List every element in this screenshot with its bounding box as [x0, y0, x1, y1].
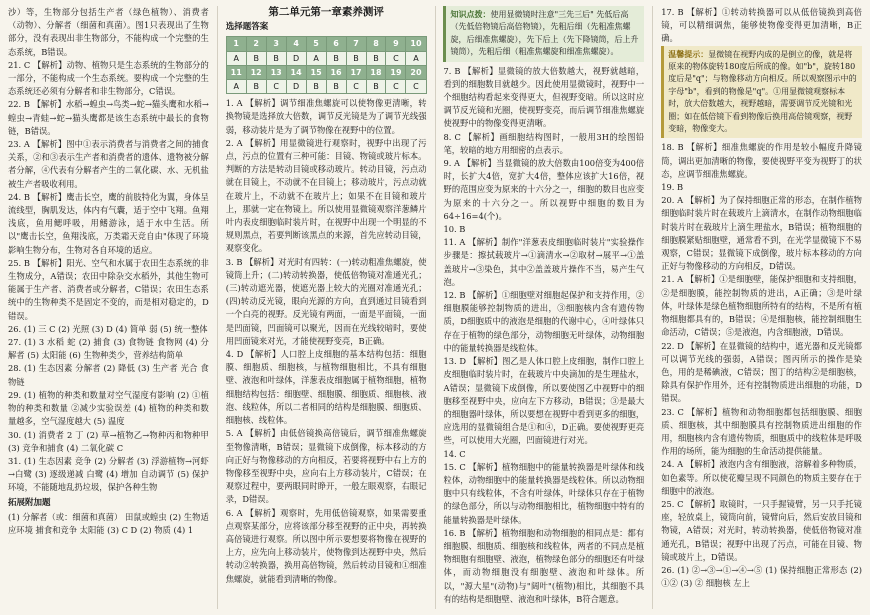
answer-paragraph: 10. B: [443, 224, 466, 235]
answer-letter: A: [406, 51, 426, 65]
question-number: 20: [406, 65, 426, 79]
answer-paragraph: 27. (1) 3 水稻 蛇 (2) 捕食 (3) 食物链 食物网 (4) 分解者 (5) 太阳能 (6) 生物种类少，营养结构简单: [8, 337, 209, 361]
answer-paragraph: 13. D 【解析】图乙是人体口腔上皮细胞，制作口腔上皮细胞临时装片时，在载玻片中央滴加的是生理盐水，A错误；显微镜下成倒像，所以要使图乙中视野中的细胞移至视野中央，应向左下方移动，B错误；③是最大的细胞器叶绿体，所以要想在视野中看到更多的细胞，应选用的显微镜组合是①和④，D正确。要使视野更亮些，可以使用大光圈，凹面镜进行对光。: [443, 356, 645, 446]
answer-letter: B: [326, 51, 346, 65]
answer-letter: A: [226, 80, 246, 94]
answer-paragraph: 26. (1) 三 C (2) 光照 (3) D (4) 简单 弱 (5) 统一整体: [8, 323, 208, 334]
question-number: 14: [286, 65, 306, 79]
answer-paragraph: 29. (1) 植物的种类和数量对空气湿度有影响 (2) ①植物的种类和数量 ②减少实验误差 (4) 植物的种类和数量越多，空气湿度越大 (5) 温度: [8, 389, 209, 427]
answer-paragraph: 8. C 【解析】画细胞结构图时，一般用3H的绘图铅笔，较暗的地方用细密的点表示。: [443, 131, 645, 155]
answer-paragraph: 22. D 【解析】在显微镜的结构中，遮光器和反光镜都可以调节光线的强弱，A错误；图丙所示的操作是染色，用的是稀碘液，C错误；图丁的结构②是细胞核，除具有保护作用外，还有控制物质进出细胞的功能，D错误。: [661, 340, 862, 404]
answer-paragraph: 17. B 【解析】①转动转换器可以从低倍镜换到高倍镜，可以精细调焦，能够使物像变得更加清晰，B正确。: [661, 7, 862, 44]
answer-paragraph: 14. C: [443, 448, 466, 459]
answer-paragraph: 15. C 【解析】植物细胞中的能量转换器是叶绿体和线粒体，动物细胞中的能量转换器是线粒体。所以动物细胞中只有线粒体，不含有叶绿体，叶绿体只存在于植物的绿色部分，所以与动物细胞相比，植物细胞中特有的能量转换器是叶绿体。: [443, 461, 645, 525]
answer-paragraph: 24. A 【解析】液泡内含有细胞液，溶解着多种物质，如色素等。所以使花瓣呈现不同颜色的物质主要存在于细胞中的液泡。: [661, 459, 862, 496]
answer-letter: C: [386, 80, 406, 94]
answer-letter: C: [266, 80, 286, 94]
answer-paragraph: 沙）等，生物部分包括生产者（绿色植物）、消费者（动物）、分解者（细菌和真菌）。图1只表现出了生物部分，没有表现出非生物部分，不能构成一个完整的生态系统，B错误。: [8, 7, 209, 57]
answer-paragraph: 7. B 【解析】显微镜的放大倍数越大，视野就越暗，看到的细胞数目就越少。因此使用显微镜时，视野中一个细胞结构看起来变得更大，但视野变暗。所以这时应调节反光镜和光圈，使视野变亮，而后调节细准焦螺旋使视野中的物像变得更清晰。: [443, 65, 645, 129]
column-divider: [435, 6, 436, 609]
answer-paragraph: 25. C 【解析】取镜时，一只手握镜臂，另一只手托镜座，轻放桌上，镜筒向前，镜臂向后，然后安放目镜和物镜，A错误；对光时，转动转换器，使低倍物镜对准通光孔，B错误；视野中出现了污点，可能在目镜、物镜或玻片上，D错误。: [661, 498, 862, 562]
answer-paragraph: 20. A 【解析】为了保持细胞正常的形态，在制作植物细胞临时装片时在载玻片上滴清水，在制作动物细胞临时装片时在载玻片上滴生理盐水，B错误；植物细胞的细胞膜紧贴细胞壁，通常看不到，在光学显微镜下不易观察，C错误；显微镜下成倒像，玻片标本移动的方向正好与物像移动的方向相反，D错误。: [661, 195, 862, 272]
question-number: 10: [406, 37, 426, 51]
extension-paragraph: (1) 分解者（或：细菌和真菌） 田鼠或蝗虫 (2) 生物适应环境 捕食和竞争 太阳能 (3) C D (2) 物质 (4) 1: [8, 511, 209, 535]
answer-paragraph: 25. B 【解析】阳光、空气和水属于农田生态系统的非生物成分，A错误；农田中除杂交水稻外，其他生物可能属于生产者、消费者或分解者，C错误；农田生态系统中的生物种类不是固定不变的，而是相对稳定的，D错误。: [8, 257, 209, 321]
answer-paragraph: 4. D 【解析】人口腔上皮细胞的基本结构包括：细胞膜、细胞质、细胞核，与植物细胞相比，不具有细胞壁、液泡和叶绿体，洋葱表皮细胞属于植物细胞，植物细胞结构包括：细胞壁、细胞膜、细胞质、细胞核、液泡、线粒体，所以二者相同的结构是细胞膜、细胞质、细胞核、线粒体。: [225, 349, 427, 426]
question-number: 5: [306, 37, 326, 51]
answer-paragraph: 5. A 【解析】由低倍镜换高倍镜后，调节细准焦螺旋至物像清晰，B错误；显微镜下成倒像，标本移动的方向正好与物像移动的方向相反，若要将视野中右上方的物像移至视野中央，应向右上方移动装片，C错误；在观察过程中，要两眼同时睁开，一般左眼观察，右眼记录，D错误。: [225, 428, 427, 505]
answer-paragraph: 30. (1) 消费者 2 丁 (2) 草→植物乙→物种丙和物种甲 (3) 竞争和捕食 (4) 二氧化碳 C: [8, 429, 209, 453]
answer-letter: C: [346, 80, 366, 94]
answer-letter: B: [266, 51, 286, 65]
question-number: 11: [226, 65, 246, 79]
answer-paragraph: 9. A 【解析】当显微镜的放大倍数由100倍变为400倍时，长扩大4倍，宽扩大4倍，整体应该扩大16倍，视野的范围应变为原来的十六分之一，细胞的数目也应变为原来的十六分之一。所以视野中细胞的数目为 64÷16=4(个)。: [443, 158, 645, 221]
answer-letter: B: [366, 80, 386, 94]
question-number: 16: [326, 65, 346, 79]
tip-label: 知识点拨：: [450, 10, 491, 19]
answer-paragraph: 12. B 【解析】①细胞壁对细胞起保护和支持作用，②细胞膜能够控制物质的进出，③细胞核内含有遗传物质，D细胞质中的液泡是细胞的代谢中心，④叶绿体只存在于植物的绿色部分，动物细胞无叶绿体，动物细胞中的能量转换器是线粒体。: [443, 290, 645, 353]
answer-letter: B: [246, 51, 266, 65]
question-number: 13: [266, 65, 286, 79]
question-number: 18: [366, 65, 386, 79]
answer-letter: B: [306, 80, 326, 94]
answer-paragraph: 28. (1) 生态因素 分解者 (2) 降低 (3) 生产者 光合 食物链: [8, 363, 209, 387]
answer-paragraph: 1. A 【解析】调节细准焦螺旋可以使物像更清晰，转换物镜是选择放大倍数，调节反光镜是为了调节光线强弱，移动装片是为了调节物像在视野中的位置。: [225, 98, 427, 135]
question-number: 17: [346, 65, 366, 79]
column-3: [443, 6, 644, 609]
answer-paragraph: 21. A 【解析】①是细胞壁，能保护细胞和支持细胞，②是细胞膜，能控制物质的进出，A正确；③是叶绿体，叶绿体是绿色植物细胞所特有的结构，不是所有植物细胞都具有的，B错误；④是细胞核，能控制细胞生命活动，C错误；⑤是液泡，内含细胞液，D错误。: [661, 274, 862, 338]
extension-heading: 拓展附加题: [8, 497, 51, 508]
column-divider: [652, 6, 653, 609]
knowledge-tip-box: [443, 6, 644, 62]
answer-paragraph: 31. (1) 生态因素 竞争 (2) 分解者 (3) 浮游植物→河虾→白鹭 (3) 逐级递减 白鹭 (4) 增加 自动调节 (5) 保护环境，不能随地乱扔垃圾，保护各种生物: [8, 455, 209, 493]
answer-paragraph: 24. B 【解析】鹰击长空，鹰的前肢特化为翼，身体呈流线型，胸肌发达，体内有气囊，适于空中飞翔。鱼翔浅底，鱼用鳃呼吸，用鳍游泳，适于水中生活。所以"鹰击长空，鱼翔浅底，万类霜天竞自由"体现了环境影响生物分布，生物对各自环境的适应。: [8, 191, 209, 255]
answer-paragraph: 21. C 【解析】动物、植物只是生态系统的生物部分的一部分，不能构成一个生态系统。要构成一个完整的生态系统还必须有分解者和非生物部分，C错误。: [8, 59, 209, 97]
tip-text: 使用显微镜时注意"三先三后" 先低后高（先低倍物镜后高倍物镜），先粗后细（先粗准焦螺旋，后细准焦螺旋），先下后上（先下降镜筒，后上升镜筒），先粗后细（粗准焦螺旋和细准焦螺旋）。: [450, 10, 639, 57]
answer-letter: C: [386, 51, 406, 65]
answer-paragraph: 3. B 【解析】对光时有四转：(一)转动粗准焦螺旋，使镜筒上升；(二)转动转换器，使低倍物镜对准通光孔；(三)转动遮光器，使遮光器上较大的光圈对准通光孔；(四)转动反光镜，眼向光源的方向，直到通过目镜看到一个白亮的视野。反光镜有两面，一面是平面镜，一面是凹面镜，凹面镜可以聚光，因而在光线较暗时，要使用凹面镜来对光，才能使视野变亮，B正确。: [225, 256, 427, 346]
answer-letter: B: [366, 51, 386, 65]
answer-paragraph: 18. B 【解析】细准焦螺旋的作用是较小幅度升降镜筒，调出更加清晰的物像，要使视野平变为视野丁的状态，应调节细准焦螺旋。: [661, 142, 862, 179]
answer-paragraph: 22. B 【解析】水稻→蝗虫→鸟类→蛇→猫头鹰和水稻→蝗虫→青蛙→蛇→猫头鹰都是该生态系统中最长的食物链，B错误。: [8, 99, 209, 136]
answer-paragraph: 2. A 【解析】用显微镜进行观察时，视野中出现了污点，污点的位置有三种可能：目镜、物镜或玻片标本。判断的方法是转动目镜或移动玻片。转动目镜，污点动就在目镜上，不动就不在目镜上；移动玻片，污点动就在玻片上，不动就不在玻片上；如果不在目镜和玻片上，那就一定在物镜上。所以使用显微镜观察洋葱鳞片叶内表皮细胞临时装片时，在视野中出现一个明显的不规则黑点，若要判断该黑点的来源，首先应转动目镜，观察变化。: [225, 137, 427, 254]
column-1: [8, 6, 209, 609]
question-number: 8: [366, 37, 386, 51]
answer-paragraph: 6. A 【解析】观察时，先用低倍镜观察，如果需要重点观察某部分，应将该部分移至视野的正中央，再转换高倍镜进行观察。所以图中所示要想要将物像在视野的上方，应先向上移动装片，使物像到达视野中央，然后转动②转换器，换用高倍物镜，然后转动目镜和①细准焦螺旋，就能看到清晰的物像。: [225, 507, 427, 584]
answer-letter: B: [246, 80, 266, 94]
answer-paragraph: 23. C 【解析】植物和动物细胞都包括细胞膜、细胞质、细胞核，其中细胞膜具有控制物质进出细胞的作用，细胞核内含有遗传物质，细胞质中的线粒体是呼吸作用的场所，能为细胞的生命活动提供能量。: [661, 406, 862, 457]
answer-letter: D: [286, 80, 306, 94]
question-number: 7: [346, 37, 366, 51]
answer-key-table: [226, 36, 427, 94]
warm-tip-box: [661, 46, 862, 139]
answer-paragraph: 19. B: [661, 182, 684, 193]
answer-letter: C: [406, 80, 426, 94]
answer-key-heading: 选择题答案: [225, 22, 269, 33]
tip-text: 显微镜在视野内成的是倒立的像，就是将原来的物体旋转180度后所成的像。如"b"，旋转180度后是"q"；与物像移动方向相反。所以观察图示中的字母"b"，看到的物像是"q"。①用显微镜观察标本时，放大倍数越大，视野越暗，需要调节反光镜和光圈；如在低倍镜下看到物像后换用高倍镜观察，视野变暗，物像变大。: [668, 49, 857, 134]
answer-letter: B: [326, 80, 346, 94]
tip-label: 温馨提示：: [668, 49, 709, 59]
column-divider: [217, 6, 218, 609]
answer-paragraph: 11. A 【解析】制作"洋葱表皮细胞临时装片"实验操作步骤是：擦拭载玻片→①滴清水→②取材→展平→①盖盖玻片→③染色，其中②盖盖玻片操作不当，易产生气泡。: [443, 237, 645, 287]
answer-letter: D: [286, 51, 306, 65]
answer-paragraph: 16. B 【解析】植物细胞和动物细胞的相同点是：都有细胞膜、细胞质、细胞核和线粒体，两者的不同点是植物细胞有细胞壁、液泡，植物绿色部分的细胞还有叶绿体，而动物细胞没有细胞壁、液泡和叶绿体。所以，"源大星"(动物)与"阔叶"(植物)相比，其细胞不具有的结构是细胞壁、液泡和叶绿体，B符合题意。: [443, 527, 645, 604]
question-number: 2: [246, 37, 266, 51]
answer-paragraph: 26. (1) ②→③→①→④→⑤ (1) 保持细胞正常形态 (2) ①② (3) ② 细胞核 左上: [661, 564, 862, 589]
answer-paragraph: 23. A 【解析】图中①表示消费者与消费者之间的捕食关系，②和③表示生产者和消费者的遗体、遗物被分解者分解，④代表有分解者产生的二氧化碳、水、无机盐被生产者吸收利用。: [8, 139, 209, 189]
answer-letter: B: [346, 51, 366, 65]
section-title: 第二单元第一章素养测评: [268, 6, 384, 18]
answer-letter: A: [306, 51, 326, 65]
question-number: 4: [286, 37, 306, 51]
column-4: [661, 6, 862, 609]
question-number: 1: [226, 37, 246, 51]
answer-letter: A: [226, 51, 246, 65]
question-number: 6: [326, 37, 346, 51]
question-number: 3: [266, 37, 286, 51]
column-2: [226, 6, 427, 609]
question-number: 9: [386, 37, 406, 51]
question-number: 15: [306, 65, 326, 79]
question-number: 19: [386, 65, 406, 79]
question-number: 12: [246, 65, 266, 79]
